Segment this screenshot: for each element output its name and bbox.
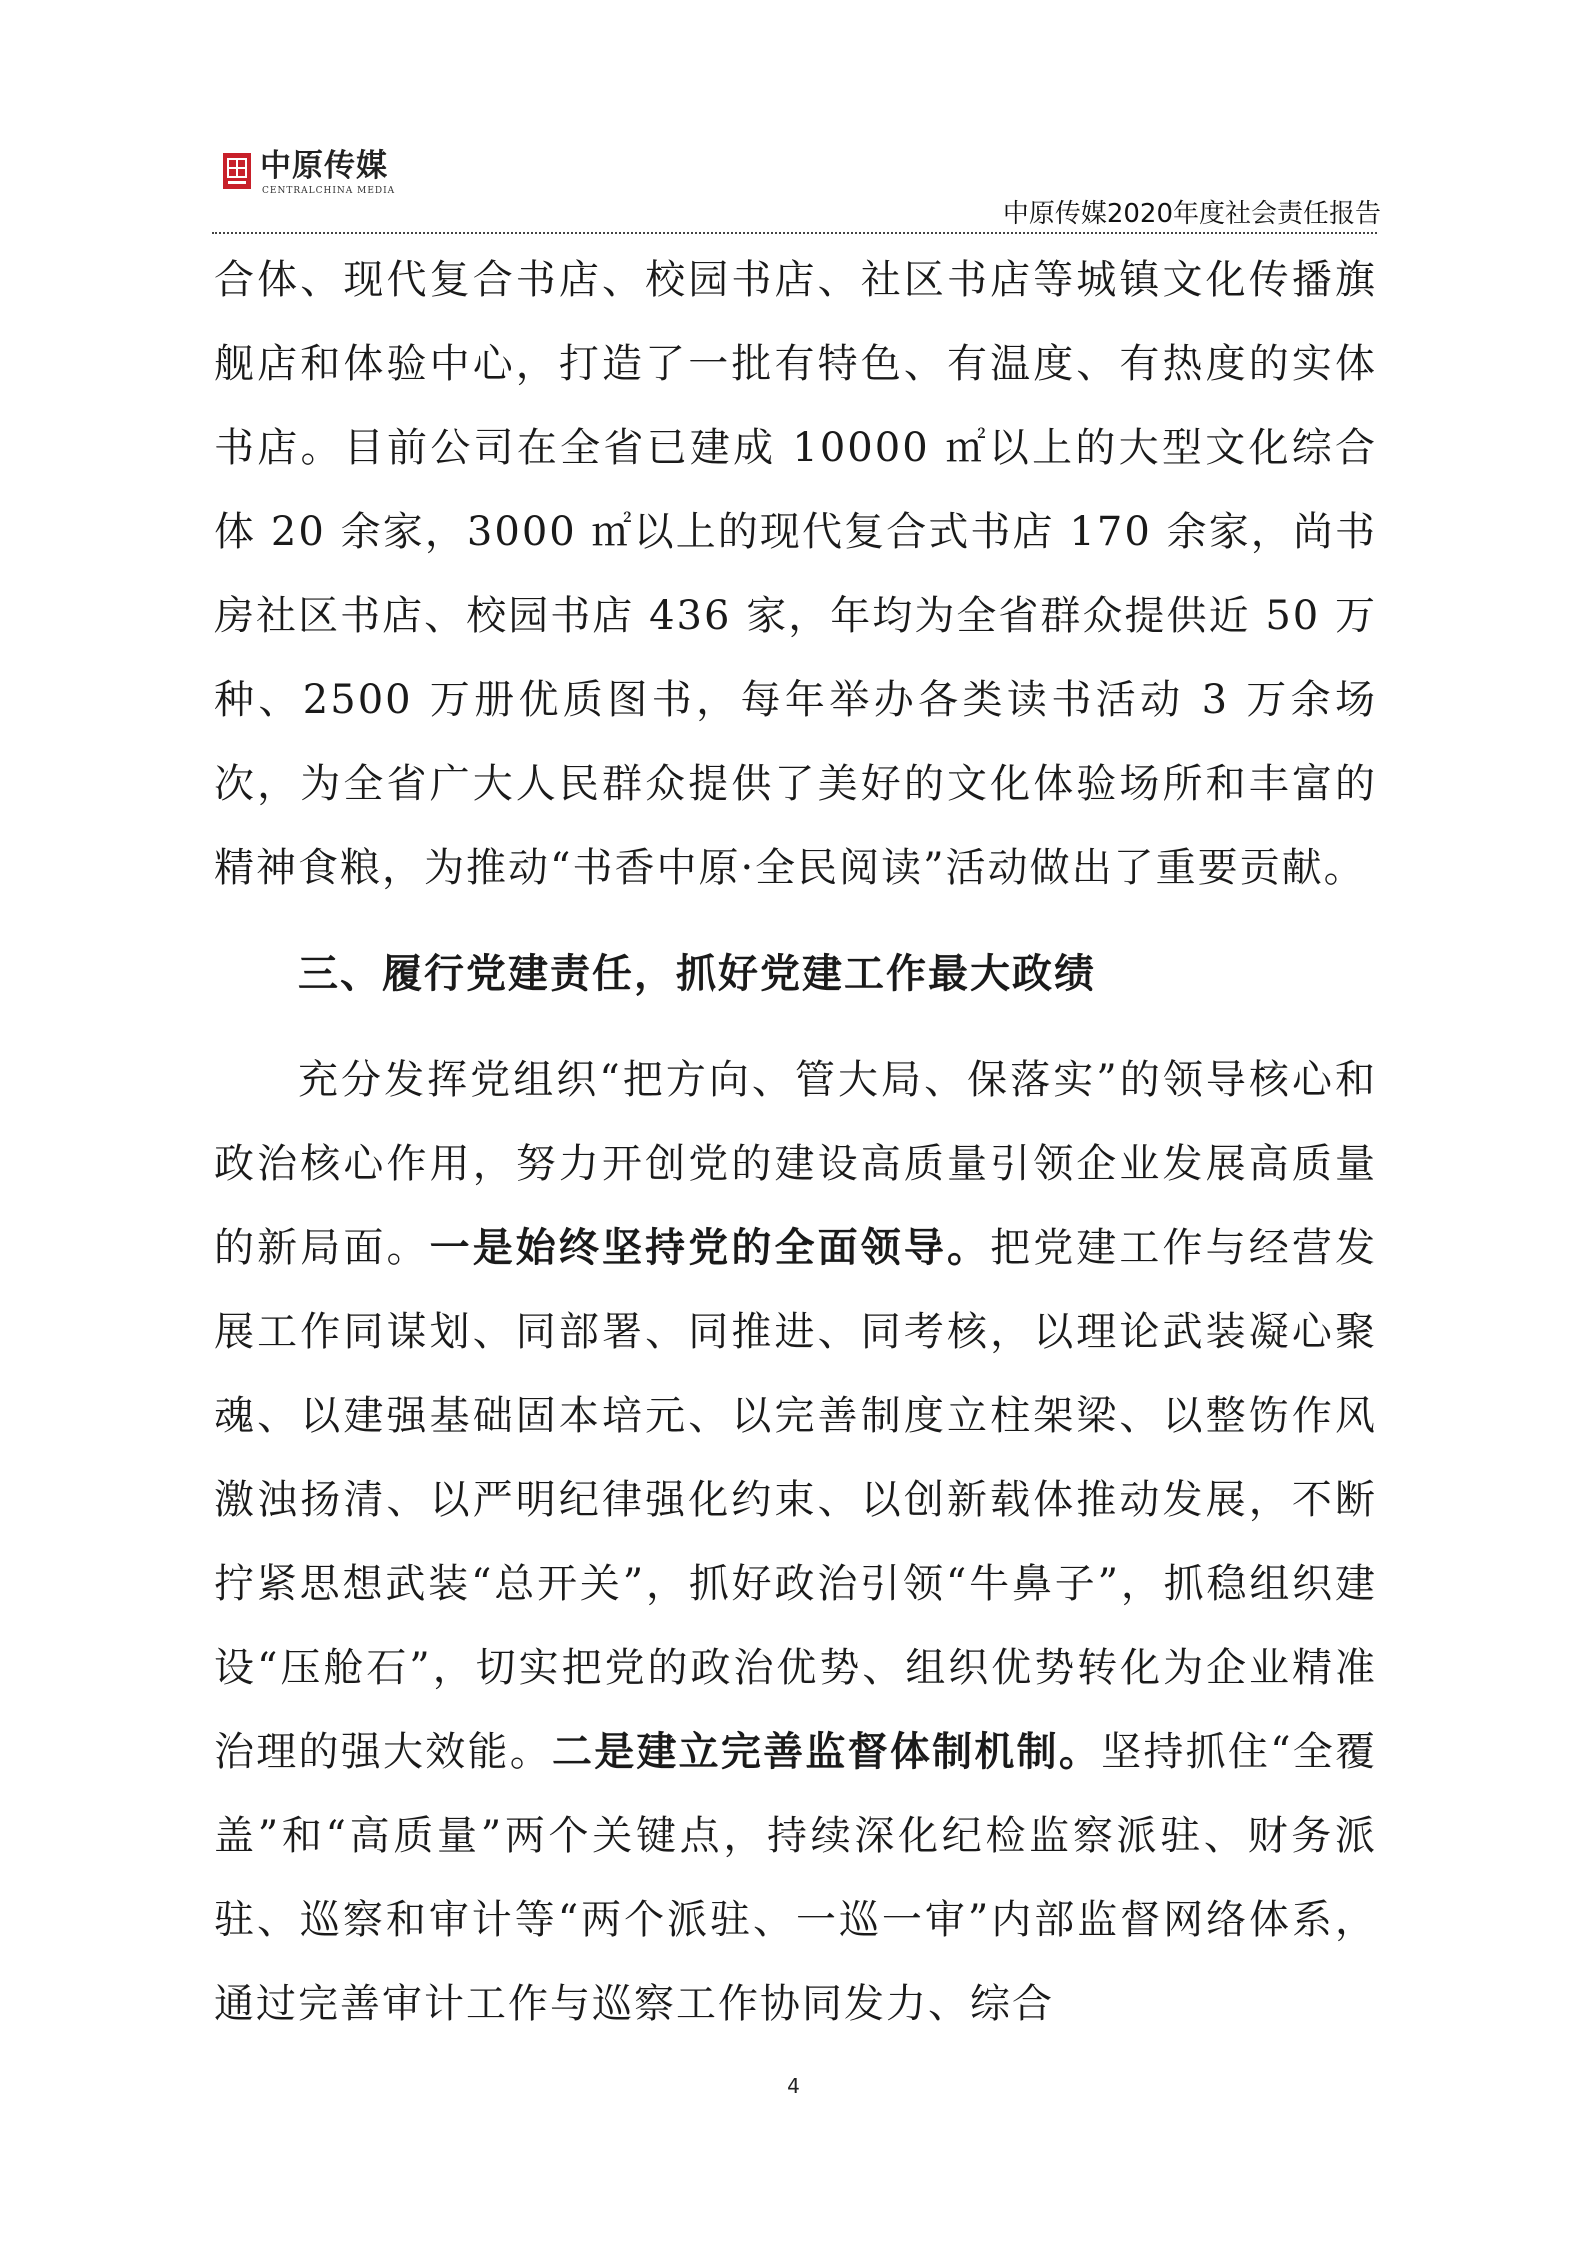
bold-point-one: 一是始终坚持党的全面领导。 — [429, 1225, 991, 1271]
page-body — [214, 238, 1377, 2046]
header-divider — [212, 232, 1377, 234]
spacer — [214, 910, 1377, 932]
section-heading: 三、履行党建责任，抓好党建工作最大政绩 — [298, 951, 1096, 997]
bold-point-two: 二是建立完善监督体制机制。 — [551, 1729, 1102, 1775]
logo-english-text: CENTRALCHINA MEDIA — [262, 186, 396, 196]
paragraph-party-building — [214, 1038, 1377, 2046]
paragraph-text: 坚持抓住“全覆盖”和“高质量”两个关键点，持续深化纪检监察派驻、财务派驻、巡察和审计等“两个派驻、一巡一审”内部监督网络体系，通过完善审计工作与巡察工作协同发力、综合 — [214, 1729, 1378, 2027]
paragraph-text: 把党建工作与经营发展工作同谋划、同部署、同推进、同考核，以理论武装凝心聚魂、以建强基础固本培元、以完善制度立柱架梁、以整饬作风激浊扬清、以严明纪律强化约束、以创新载体推动发展，不断拧紧思想武装“总开关”，抓好政治引领“牛鼻子”，抓稳组织建设“压舱石”，切实把党的政治优势、组织优势转化为企业精准治理的强大效能。 — [214, 1225, 1378, 1775]
spacer — [214, 1016, 1377, 1038]
paragraph-bookstores: 合体、现代复合书店、校园书店、社区书店等城镇文化传播旗舰店和体验中心，打造了一批有特色、有温度、有热度的实体书店。目前公司在全省已建成 10000 ㎡以上的大型文化综合体 20 余家，3000 ㎡以上的现代复合式书店 170 余家，尚书房社区书店、校园书店 436 家，年均为全省群众提供近 50 万种、2500 万册优质图书，每年举办各类读书活动 3 万余场次，为全省广大人民群众提供了美好的文化体验场所和丰富的精神食粮，为推动“书香中原·全民阅读”活动做出了重要贡献。 — [214, 257, 1377, 891]
logo-chinese-text: 中原传媒 — [260, 148, 388, 184]
page-number: 4 — [787, 2074, 800, 2098]
logo-emblem-icon — [222, 152, 252, 190]
report-header-title: 中原传媒2020年度社会责任报告 — [1002, 199, 1381, 229]
paragraph-text: 充分发挥党组织“把方向、管大局、保落实”的领导核心和政治核心作用，努力开创党的建设高质量引领企业发展高质量的新局面。 — [214, 1057, 1377, 1271]
